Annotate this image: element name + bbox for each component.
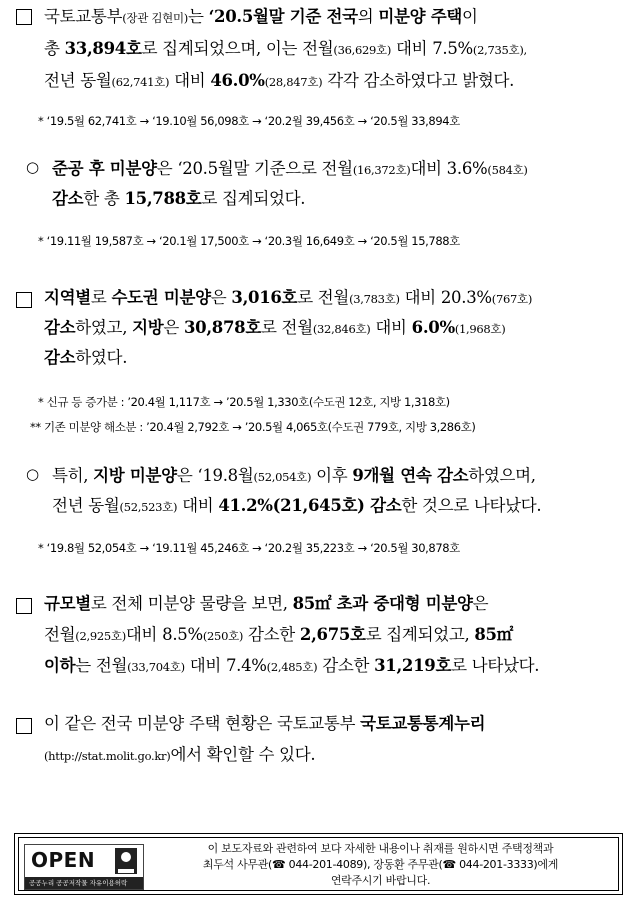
contact-line-2: 최두석 사무관(☎ 044-201-4089), 장동환 주무관(☎ 044-201-3333)에게 [202, 858, 559, 871]
s1-line2: 총 33,894호로 집계되었으며, 이는 전월(36,629호) 대비 7.5%(2,735호), [44, 39, 527, 58]
s4-line1: 이 같은 전국 미분양 주택 현황은 국토교통부 국토교통통계누리 [44, 714, 486, 733]
circle-bullet-icon: ○ [26, 465, 40, 483]
logo-strip: 공공누리 공공저작물 자유이용허락 [25, 877, 143, 889]
s2-line3: 감소하였다. [44, 348, 128, 367]
bullet-box [16, 718, 32, 734]
contact-line-3: 연락주시기 바랍니다. [330, 874, 431, 887]
s2sub-line2: 전년 동월(52,523호) 대비 41.2%(21,645호) 감소한 것으로 나타났다. [52, 496, 542, 515]
bullet-box [16, 598, 32, 614]
logo-open-text: OPEN [31, 848, 96, 872]
circle-bullet-icon: ○ [26, 158, 40, 176]
contact-line-1: 이 보도자료와 관련하여 보다 자세한 내용이나 취재를 원하시면 주택정책과 [207, 842, 554, 855]
s1sub-line2: 감소한 총 15,788호로 집계되었다. [52, 189, 306, 208]
contact-box [14, 833, 623, 895]
s2-line1: 지역별로 수도권 미분양은 3,016호로 전월(3,783호) 대비 20.3%(767호) [44, 288, 533, 307]
s3-line2: 전월(2,925호)대비 8.5%(250호) 감소한 2,675호로 집계되었고, 85㎡ [44, 625, 513, 644]
bullet-box [16, 292, 32, 308]
s2-footnote-1: * 신규 등 증가분 : ’20.4월 1,117호 → ’20.5월 1,330호(수도권 12호, 지방 1,318호) [38, 395, 450, 409]
s1sub-line1: 준공 후 미분양은 ‘20.5월말 기준으로 전월(16,372호)대비 3.6%(584호) [52, 159, 528, 178]
s3-line3: 이하는 전월(33,704호) 대비 7.4%(2,485호) 감소한 31,219호로 나타났다. [44, 656, 540, 675]
s3-line1: 규모별로 전체 미분양 물량을 보면, 85㎡ 초과 중대형 미분양은 [44, 594, 489, 613]
s2sub-line1: 특히, 지방 미분양은 ‘19.8월(52,054호) 이후 9개월 연속 감소하였으며, [52, 466, 536, 485]
s1-footnote: * ‘19.5월 62,741호 → ‘19.10월 56,098호 → ‘20.2월 39,456호 → ‘20.5월 33,894호 [38, 114, 460, 128]
bullet-box [16, 9, 32, 25]
s1sub-footnote: * ‘19.11월 19,587호 → ‘20.1월 17,500호 → ‘20.3월 16,649호 → ‘20.5월 15,788호 [38, 234, 460, 248]
s2-line2: 감소하였고, 지방은 30,878호로 전월(32,846호) 대비 6.0%(1,968호) [44, 318, 506, 337]
attribution-badge-icon [115, 848, 137, 874]
s2sub-footnote: * ‘19.8월 52,054호 → ‘19.11월 45,246호 → ‘20.2월 35,223호 → ‘20.5월 30,878호 [38, 541, 460, 555]
s2-footnote-2: ** 기존 미분양 해소분 : ’20.4월 2,792호 → ’20.5월 4,065호(수도권 779호, 지방 3,286호) [30, 420, 476, 434]
contact-text [147, 841, 614, 889]
s1-line3: 전년 동월(62,741호) 대비 46.0%(28,847호) 각각 감소하였다고 밝혔다. [44, 71, 515, 90]
s4-line2: (http://stat.molit.go.kr)에서 확인할 수 있다. [44, 745, 316, 764]
s1-line1: 국토교통부(장관 김현미)는 ‘20.5월말 기준 전국의 미분양 주택이 [44, 7, 478, 26]
contact-box-inner [18, 837, 619, 891]
kogl-open-logo [24, 844, 144, 890]
